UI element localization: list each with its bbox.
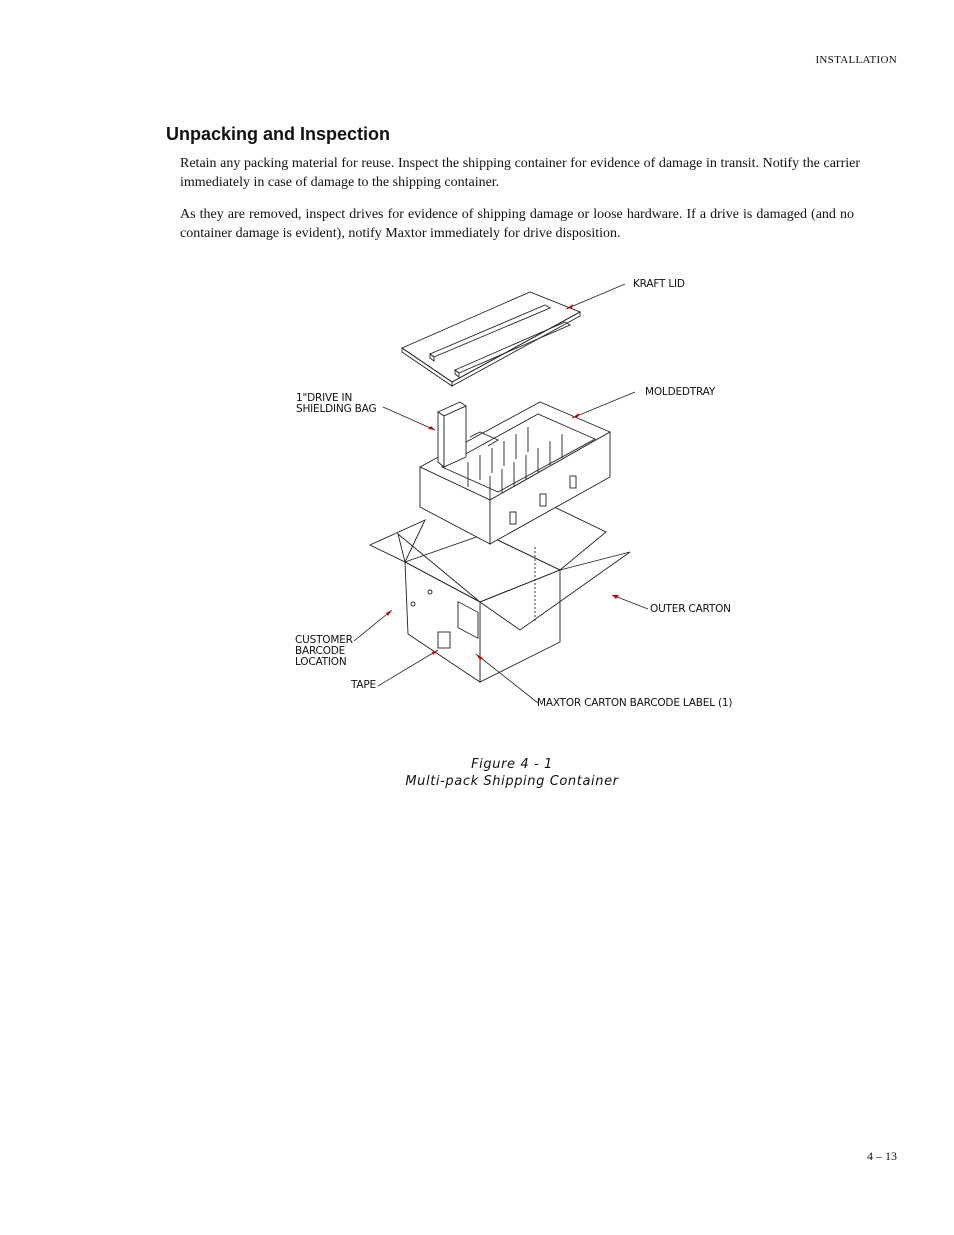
paragraph-packing: Retain any packing material for reuse. Inspect the shipping container for evidence of damage in transit. Notify the carrier immediately in case of damage to the shipping container. [180,156,860,190]
running-header: INSTALLATION [815,54,897,66]
kraft-lid-drawing [402,292,580,386]
drive-in-bag-drawing [438,402,466,467]
page-number: 4 – 13 [867,1149,897,1163]
callout-tape: TAPE [351,679,376,691]
callout-maxtor-label: MAXTOR CARTON BARCODE LABEL (1) [537,697,733,709]
figure-caption [0,756,954,790]
callout-molded-tray: MOLDEDTRAY [645,386,716,398]
callout-kraft-lid: KRAFT LID [633,278,685,290]
leader-tape [378,650,438,686]
callout-outer-carton: OUTER CARTON [650,603,731,615]
figure-title: Multi-pack Shipping Container [405,774,619,789]
leader-customer-barcode [354,610,392,641]
leader-molded-tray [572,392,635,418]
callout-customer-barcode: CUSTOMER BARCODE LOCATION [295,634,353,668]
figure-number: Figure 4 - 1 [471,757,553,772]
leader-kraft-lid [566,284,625,309]
leader-drive-bag [383,407,435,430]
paragraph-inspect-drives: As they are removed, inspect drives for evidence of shipping damage or loose hardware. If a drive is damaged (and no container damage is evident), notify Maxtor immediately for drive disposition. [180,207,854,241]
section-title: Unpacking and Inspection [166,124,391,144]
shipping-container-illustration [280,262,760,722]
callout-drive-in-bag: 1"DRIVE IN SHIELDING BAG [296,392,377,415]
